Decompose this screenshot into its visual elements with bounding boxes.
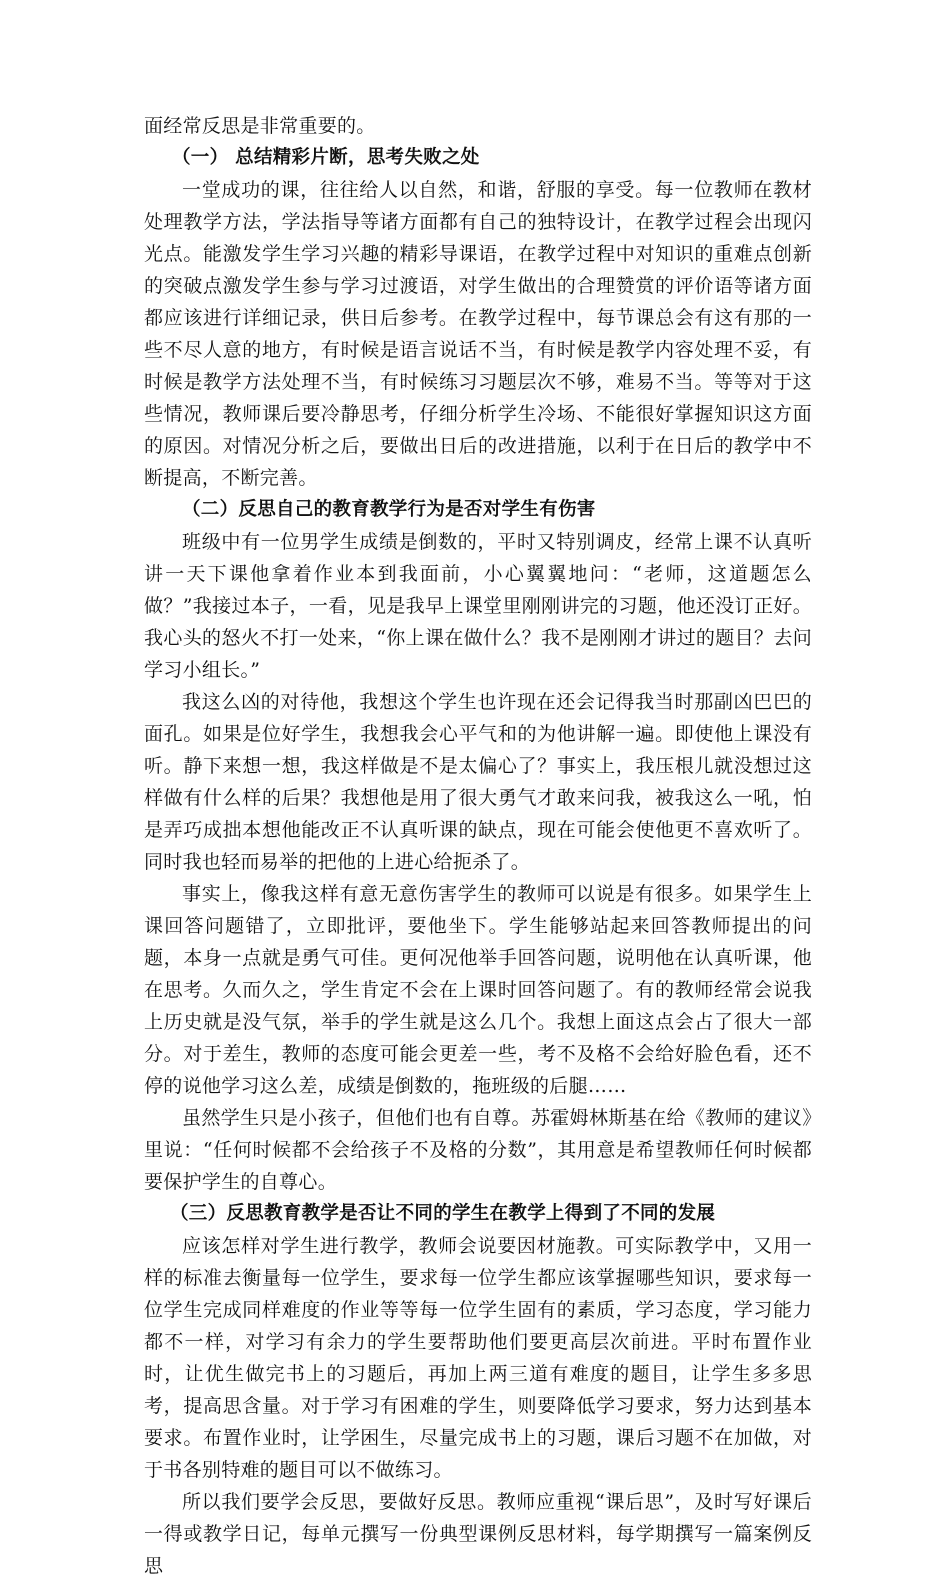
section-heading-2: （二）反思自己的教育教学行为是否对学生有伤害	[182, 499, 596, 520]
section-heading-3: （三）反思教育教学是否让不同的学生在教学上得到了不同的发展	[170, 1203, 716, 1224]
paragraph-1: 一堂成功的课，往往给人以自然，和谐，舒服的享受。每一位教师在教材处理教学方法，学法指导等诸方面都有自己的独特设计，在教学过程会出现闪光点。能激发学生学习兴趣的精彩导课语，在教学过程中对知识的重难点创新的突破点激发学生参与学习过渡语，对学生做出的合理赞赏的评价语等诸方面都应该进行详细记录，供日后参考。在教学过程中，每节课总会有这有那的一些不尽人意的地方，有时候是语言说话不当，有时候是教学内容处理不妥，有时候是教学方法处理不当，有时候练习习题层次不够，难易不当。等等对于这些情况，教师课后要冷静思考，仔细分析学生冷场、不能很好掌握知识这方面的原因。对情况分析之后，要做出日后的改进措施，以利于在日后的教学中不断提高，不断完善。	[144, 179, 812, 489]
paragraph-4: 事实上，像我这样有意无意伤害学生的教师可以说是有很多。如果学生上课回答问题错了，立即批评，要他坐下。学生能够站起来回答教师提出的问题，本身一点就是勇气可佳。更何况他举手回答问题，说明他在认真听课，他在思考。久而久之，学生肯定不会在上课时回答问题了。有的教师经常会说我上历史就是没气氛，举手的学生就是这么几个。我想上面这点会占了很大一部分。对于差生，教师的态度可能会更差一些，考不及格不会给好脸色看，还不停的说他学习这么差，成绩是倒数的，拖班级的后腿……	[144, 883, 812, 1097]
paragraph-7: 所以我们要学会反思，要做好反思。教师应重视“课后思”，及时写好课后一得或教学日记，每单元撰写一份典型课例反思材料，每学期撰写一篇案例反思	[144, 1491, 812, 1577]
document-body	[144, 110, 812, 1582]
section-heading-1: （一） 总结精彩片断，思考失败之处	[172, 147, 480, 168]
paragraph-2: 班级中有一位男学生成绩是倒数的，平时又特别调皮，经常上课不认真听讲一天下课他拿着作业本到我面前，小心翼翼地问：“老师，这道题怎么做？”我接过本子，一看，见是我早上课堂里刚刚讲完的习题，他还没订正好。我心头的怒火不打一处来，“你上课在做什么？我不是刚刚才讲过的题目？去问学习小组长。”	[144, 531, 812, 681]
paragraph-5: 虽然学生只是小孩子，但他们也有自尊。苏霍姆林斯基在给《教师的建议》里说：“任何时候都不会给孩子不及格的分数”，其用意是希望教师任何时候都要保护学生的自尊心。	[144, 1107, 812, 1193]
paragraph-3: 我这么凶的对待他，我想这个学生也许现在还会记得我当时那副凶巴巴的面孔。如果是位好学生，我想我会心平气和的为他讲解一遍。即使他上课没有听。静下来想一想，我这样做是不是太偏心了？事实上，我压根儿就没想过这样做有什么样的后果？我想他是用了很大勇气才敢来问我，被我这么一吼，怕是弄巧成拙本想他能改正不认真听课的缺点，现在可能会使他更不喜欢听了。同时我也轻而易举的把他的上进心给扼杀了。	[144, 691, 812, 873]
paragraph-6: 应该怎样对学生进行教学，教师会说要因材施教。可实际教学中，又用一样的标准去衡量每一位学生，要求每一位学生都应该掌握哪些知识，要求每一位学生完成同样难度的作业等等每一位学生固有的素质，学习态度，学习能力都不一样，对学习有余力的学生要帮助他们要更高层次前进。平时布置作业时，让优生做完书上的习题后，再加上两三道有难度的题目，让学生多多思考，提高思含量。对于学习有困难的学生，则要降低学习要求，努力达到基本要求。布置作业时，让学困生，尽量完成书上的习题，课后习题不在加做，对于书各别特难的题目可以不做练习。	[144, 1235, 812, 1481]
intro-paragraph: 面经常反思是非常重要的。	[144, 115, 376, 137]
